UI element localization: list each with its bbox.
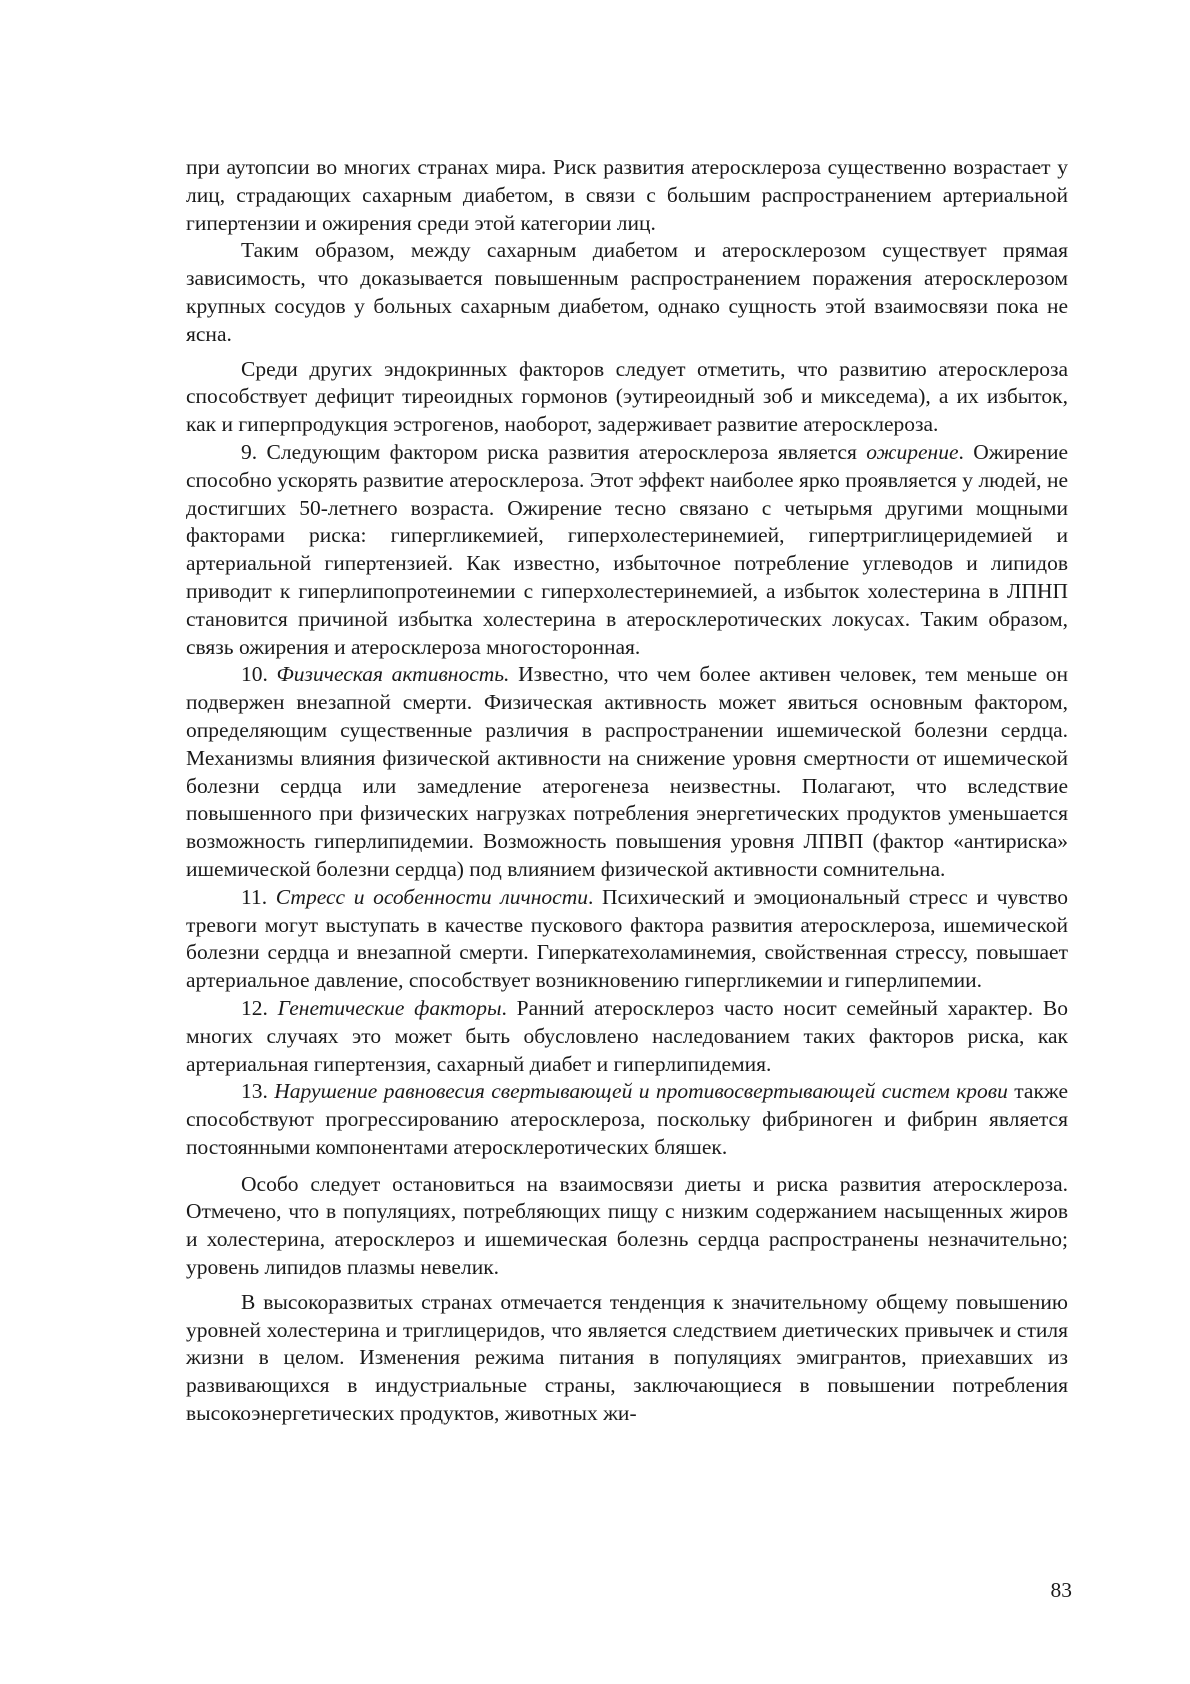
paragraph-diabetes-link: Таким образом, между сахарным диабетом и атеросклерозом существует прямая зависимость, что доказывается повышенным распространением поражения атеросклерозом крупных сосудов у больных сахарным диабетом, однако сущность этой взаимосвязи пока не ясна. (186, 238, 1068, 346)
item-term: Нарушение равновесия свертывающей и противосвертывающей систем крови (274, 1079, 1008, 1104)
item-text: Известно, что чем более активен человек, тем меньше он подвержен внезапной смерти. Физическая активность может явиться основным фактором, определяющим существенные различия в распространении ишемической болезни сердца. Механизмы влияния физической активности на снижение уровня смертности от ишемической болезни сердца или замедление атерогенеза неизвестны. Полагают, что вследствие повышенного при физических нагрузках потребления энергетических продуктов уменьшается возможность гиперлипидемии. Возможность повышения уровня ЛПВП (фактор «антириска» ишемической болезни сердца) под влиянием физической активности сомнительна. (186, 662, 1069, 881)
item-lead: 13. (241, 1079, 275, 1104)
item-term: Стресс и особенности личности (275, 884, 588, 909)
paragraph-item-11-stress (186, 884, 1068, 995)
document-body (186, 154, 1068, 1428)
paragraph-developed-countries: В высокоразвитых странах отмечается тенденция к значительному общему повышению уровней холестерина и триглицеридов, что является следствием диетических привычек и стиля жизни в целом. Изменения режима питания в популяциях эмигрантов, приехавших из развивающихся в индустриальные страны, заключающиеся в повышении потребления высокоэнергетических продуктов, животных жи- (186, 1289, 1068, 1426)
item-lead: 12. (241, 995, 278, 1020)
item-text: также способствуют прогрессированию атеросклероза, поскольку фибриноген и фибрин является постоянными компонентами атеросклеротических бляшек. (186, 1079, 1069, 1159)
item-text: . Ожирение способно ускорять развитие атеросклероза. Этот эффект наиболее ярко проявляется у людей, не достигших 50-летнего возраста. Ожирение тесно связано с четырьмя другими мощными факторами риска: гипергликемией, гиперхолестеринемией, гипертриглицеридемией и артериальной гипертензией. Как известно, избыточное потребление углеводов и липидов приводит к гиперлипопротеинемии с гиперхолестеринемией, а избыток холестерина в ЛПНП становится причиной избытка холестерина в атеросклеротических локусах. Таким образом, связь ожирения и атеросклероза многосторонная. (186, 439, 1069, 659)
item-term: Физическая активность. (276, 662, 510, 687)
item-term: ожирение (866, 439, 959, 464)
item-text: . Ранний атеросклероз часто носит семейный характер. Во многих случаях это может быть обусловлено наследованием таких факторов риска, как артериальная гипертензия, сахарный диабет и гиперлипидемия. (186, 995, 1069, 1076)
paragraph-item-13-coagulation (186, 1078, 1068, 1161)
item-lead: 11. (241, 884, 276, 909)
paragraph-diet-risk: Особо следует остановиться на взаимосвязи диеты и риска развития атеросклероза. Отмечено, что в популяциях, потребляющих пищу с низким содержанием насыщенных жиров и холестерина, атеросклероз и ишемическая болезнь сердца распространены незначительно; уровень липидов плазмы невелик. (186, 1171, 1068, 1280)
item-term: Генетические факторы (277, 995, 502, 1020)
paragraph-item-12-genetics (186, 995, 1068, 1078)
item-text: . Психический и эмоциональный стресс и чувство тревоги могут выступать в качестве пускового фактора развития атеросклероза, ишемической болезни сердца и внезапной смерти. Гиперкатехоламинемия, свойственная стрессу, повышает артериальное давление, способствует возникновению гипергликемии и гиперлипемии. (186, 884, 1069, 993)
paragraph-item-10-physical-activity (186, 661, 1068, 883)
item-lead: 9. Следующим фактором риска развития атеросклероза является (241, 439, 867, 464)
paragraph-item-9-obesity (186, 439, 1068, 661)
page-number: 83 (1050, 1578, 1072, 1602)
paragraph-continuation: при аутопсии во многих странах мира. Риск развития атеросклероза существенно возрастает у лиц, страдающих сахарным диабетом, в связи с большим распространением артериальной гипертензии и ожирения среди этой категории лиц. (186, 155, 1068, 235)
item-lead: 10. (241, 662, 277, 687)
paragraph-endocrine-factors: Среди других эндокринных факторов следует отметить, что развитию атеросклероза способствует дефицит тиреоидных гормонов (эутиреоидный зоб и микседема), а их избыток, как и гиперпродукция эстрогенов, наоборот, задерживает развитие атеросклероза. (186, 356, 1068, 437)
